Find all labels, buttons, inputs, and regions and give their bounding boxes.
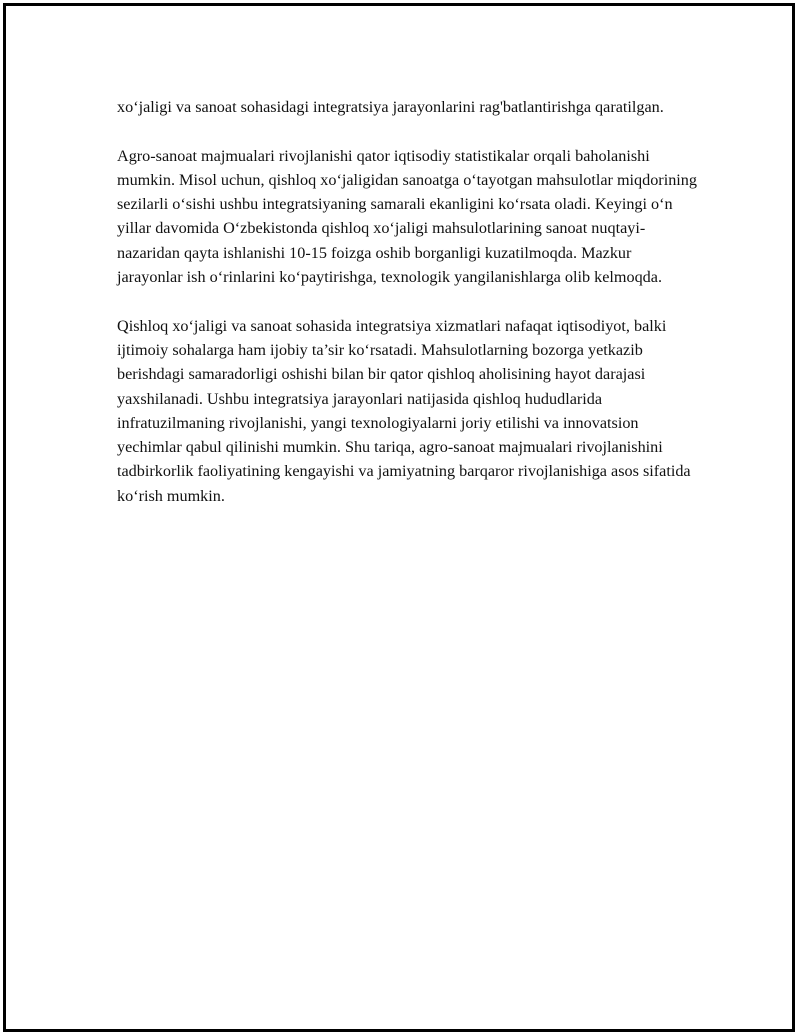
paragraph-intro-continuation: xo‘jaligi va sanoat sohasidagi integratsiya jarayonlarini rag'batlantirishga qaratilgan. xyxy=(117,98,664,116)
paragraph-agro-statistics: Agro-sanoat majmualari rivojlanishi qator iqtisodiy statistikalar orqali baholanishi mumkin. Misol uchun, qishloq xo‘jaligidan sanoatga o‘tayotgan mahsulotlar miqdorining sezilarli o‘sishi ushbu integratsiyaning samarali ekanligini ko‘rsata oladi. Keyingi o‘n yillar davomida O‘zbekistonda qishloq xo‘jaligi mahsulotlarining sanoat nuqtayi-nazaridan qayta ishlanishi 10-15 foizga oshib borganligi kuzatilmoqda. Mazkur jarayonlar ish o‘rinlarini ko‘paytirishga, texnologik yangilanishlarga olib kelmoqda. xyxy=(117,146,697,287)
paragraph-social-impact: Qishloq xo‘jaligi va sanoat sohasida integratsiya xizmatlari nafaqat iqtisodiyot, balki ijtimoiy sohalarga ham ijobiy ta’sir ko‘rsatadi. Mahsulotlarning bozorga yetkazib berishdagi samaradorligi oshishi bilan bir qator qishloq aholisining hayot darajasi yaxshilanadi. Ushbu integratsiya jarayonlari natijasida qishloq hududlarida infratuzilmaning rivojlanishi, yangi texnologiyalarni joriy etilishi va innovatsion yechimlar qabul qilinishi mumkin. Shu tariqa, agro-sanoat majmualari rivojlanishini tadbirkorlik faoliyatining kengayishi va jamiyatning barqaror rivojlanishiga asos sifatida ko‘rish mumkin. xyxy=(117,316,691,505)
document-body xyxy=(117,95,697,532)
